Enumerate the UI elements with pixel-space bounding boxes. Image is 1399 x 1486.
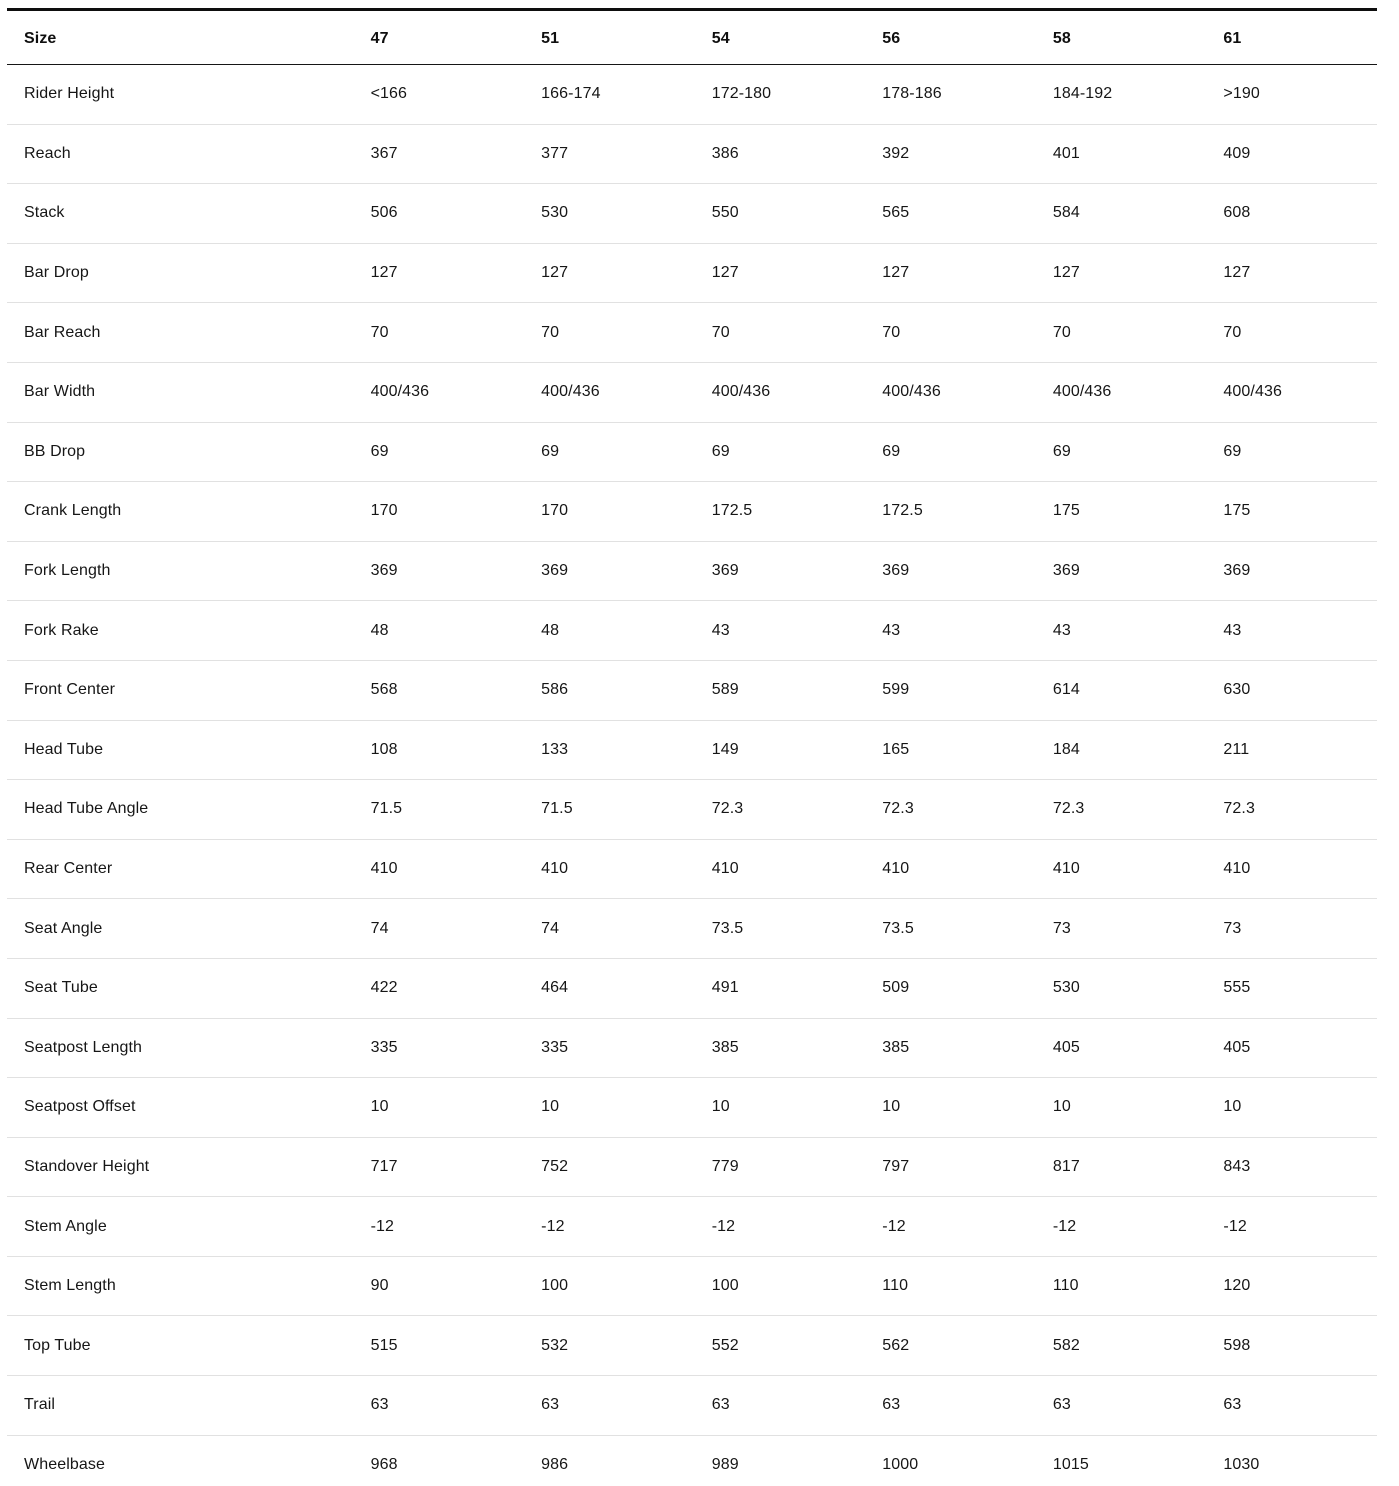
value-cell: 400/436 (524, 362, 695, 422)
value-cell: 127 (1036, 243, 1207, 303)
value-cell: 817 (1036, 1137, 1207, 1197)
row-label: Trail (7, 1376, 354, 1436)
value-cell: 385 (865, 1018, 1036, 1078)
column-header: 51 (524, 10, 695, 65)
value-cell: -12 (695, 1197, 866, 1257)
value-cell: 1030 (1206, 1435, 1377, 1486)
value-cell: <166 (354, 65, 525, 125)
value-cell: 178-186 (865, 65, 1036, 125)
table-row (7, 303, 1377, 363)
value-cell: 63 (865, 1376, 1036, 1436)
value-cell: 400/436 (1206, 362, 1377, 422)
value-cell: 165 (865, 720, 1036, 780)
value-cell: -12 (865, 1197, 1036, 1257)
value-cell: 989 (695, 1435, 866, 1486)
value-cell: 72.3 (695, 780, 866, 840)
row-label: Head Tube (7, 720, 354, 780)
value-cell: 110 (1036, 1256, 1207, 1316)
table-row (7, 1137, 1377, 1197)
value-cell: 10 (354, 1078, 525, 1138)
value-cell: 532 (524, 1316, 695, 1376)
value-cell: 584 (1036, 184, 1207, 244)
value-cell: 43 (1036, 601, 1207, 661)
table-row (7, 1197, 1377, 1257)
value-cell: 69 (1206, 422, 1377, 482)
value-cell: 400/436 (354, 362, 525, 422)
value-cell: 392 (865, 124, 1036, 184)
value-cell: 172.5 (695, 482, 866, 542)
value-cell: 73.5 (865, 899, 1036, 959)
value-cell: 10 (524, 1078, 695, 1138)
value-cell: 405 (1036, 1018, 1207, 1078)
value-cell: -12 (1206, 1197, 1377, 1257)
row-label: Seatpost Offset (7, 1078, 354, 1138)
value-cell: 90 (354, 1256, 525, 1316)
value-cell: 69 (524, 422, 695, 482)
value-cell: 630 (1206, 660, 1377, 720)
value-cell: 70 (524, 303, 695, 363)
value-cell: 73 (1036, 899, 1207, 959)
value-cell: 172-180 (695, 65, 866, 125)
value-cell: 74 (524, 899, 695, 959)
value-cell: 409 (1206, 124, 1377, 184)
value-cell: 509 (865, 958, 1036, 1018)
table-row (7, 839, 1377, 899)
value-cell: 63 (695, 1376, 866, 1436)
row-label: Fork Rake (7, 601, 354, 661)
value-cell: 968 (354, 1435, 525, 1486)
value-cell: 400/436 (695, 362, 866, 422)
table-row (7, 720, 1377, 780)
value-cell: 133 (524, 720, 695, 780)
value-cell: -12 (354, 1197, 525, 1257)
row-label: Standover Height (7, 1137, 354, 1197)
table-row (7, 422, 1377, 482)
value-cell: 10 (1036, 1078, 1207, 1138)
table-row (7, 1256, 1377, 1316)
row-label: Crank Length (7, 482, 354, 542)
value-cell: 48 (524, 601, 695, 661)
value-cell: 369 (865, 541, 1036, 601)
value-cell: 63 (524, 1376, 695, 1436)
table-row (7, 243, 1377, 303)
value-cell: 170 (524, 482, 695, 542)
table-row (7, 958, 1377, 1018)
row-label: Seatpost Length (7, 1018, 354, 1078)
table-row (7, 1078, 1377, 1138)
value-cell: 614 (1036, 660, 1207, 720)
value-cell: 369 (695, 541, 866, 601)
table-header (7, 10, 1377, 65)
value-cell: 184 (1036, 720, 1207, 780)
row-label: Bar Width (7, 362, 354, 422)
value-cell: 410 (695, 839, 866, 899)
value-cell: 369 (1036, 541, 1207, 601)
value-cell: 752 (524, 1137, 695, 1197)
value-cell: 70 (865, 303, 1036, 363)
row-label: Seat Angle (7, 899, 354, 959)
value-cell: 377 (524, 124, 695, 184)
value-cell: 110 (865, 1256, 1036, 1316)
table-row (7, 1018, 1377, 1078)
table-row (7, 780, 1377, 840)
table-row (7, 124, 1377, 184)
value-cell: 73 (1206, 899, 1377, 959)
table-row (7, 362, 1377, 422)
value-cell: 335 (354, 1018, 525, 1078)
value-cell: 589 (695, 660, 866, 720)
value-cell: 70 (1206, 303, 1377, 363)
value-cell: 175 (1206, 482, 1377, 542)
value-cell: 100 (524, 1256, 695, 1316)
value-cell: 506 (354, 184, 525, 244)
value-cell: 72.3 (865, 780, 1036, 840)
value-cell: 211 (1206, 720, 1377, 780)
value-cell: 410 (865, 839, 1036, 899)
value-cell: 717 (354, 1137, 525, 1197)
value-cell: 491 (695, 958, 866, 1018)
value-cell: 63 (1036, 1376, 1207, 1436)
value-cell: 385 (695, 1018, 866, 1078)
value-cell: 127 (524, 243, 695, 303)
value-cell: 400/436 (865, 362, 1036, 422)
value-cell: 70 (354, 303, 525, 363)
value-cell: 797 (865, 1137, 1036, 1197)
value-cell: 72.3 (1036, 780, 1207, 840)
value-cell: 69 (695, 422, 866, 482)
value-cell: 422 (354, 958, 525, 1018)
value-cell: 335 (524, 1018, 695, 1078)
value-cell: 410 (1036, 839, 1207, 899)
table-row (7, 1316, 1377, 1376)
value-cell: 1015 (1036, 1435, 1207, 1486)
column-header: 58 (1036, 10, 1207, 65)
header-row (7, 10, 1377, 65)
row-label: Fork Length (7, 541, 354, 601)
value-cell: 70 (1036, 303, 1207, 363)
value-cell: 63 (1206, 1376, 1377, 1436)
table-row (7, 899, 1377, 959)
value-cell: 515 (354, 1316, 525, 1376)
row-label: Wheelbase (7, 1435, 354, 1486)
row-label: Top Tube (7, 1316, 354, 1376)
table-row (7, 541, 1377, 601)
value-cell: 599 (865, 660, 1036, 720)
value-cell: 410 (1206, 839, 1377, 899)
value-cell: 74 (354, 899, 525, 959)
value-cell: 73.5 (695, 899, 866, 959)
value-cell: 405 (1206, 1018, 1377, 1078)
value-cell: 127 (354, 243, 525, 303)
value-cell: 43 (695, 601, 866, 661)
value-cell: 568 (354, 660, 525, 720)
value-cell: 100 (695, 1256, 866, 1316)
value-cell: 843 (1206, 1137, 1377, 1197)
value-cell: 175 (1036, 482, 1207, 542)
value-cell: 562 (865, 1316, 1036, 1376)
value-cell: 401 (1036, 124, 1207, 184)
value-cell: 63 (354, 1376, 525, 1436)
value-cell: 550 (695, 184, 866, 244)
value-cell: 410 (354, 839, 525, 899)
value-cell: 43 (1206, 601, 1377, 661)
value-cell: 530 (1036, 958, 1207, 1018)
table-row (7, 601, 1377, 661)
row-label: Stack (7, 184, 354, 244)
row-label: Stem Length (7, 1256, 354, 1316)
value-cell: 127 (1206, 243, 1377, 303)
row-label: Head Tube Angle (7, 780, 354, 840)
value-cell: 71.5 (524, 780, 695, 840)
value-cell: 108 (354, 720, 525, 780)
value-cell: 582 (1036, 1316, 1207, 1376)
table-row (7, 1435, 1377, 1486)
value-cell: 1000 (865, 1435, 1036, 1486)
row-label: Rider Height (7, 65, 354, 125)
value-cell: 70 (695, 303, 866, 363)
row-label: Seat Tube (7, 958, 354, 1018)
value-cell: 149 (695, 720, 866, 780)
value-cell: 552 (695, 1316, 866, 1376)
row-label: Bar Reach (7, 303, 354, 363)
value-cell: 386 (695, 124, 866, 184)
value-cell: 184-192 (1036, 65, 1207, 125)
column-header-size: Size (7, 10, 354, 65)
value-cell: 565 (865, 184, 1036, 244)
value-cell: 48 (354, 601, 525, 661)
row-label: Reach (7, 124, 354, 184)
table-body (7, 65, 1377, 1486)
value-cell: 69 (1036, 422, 1207, 482)
table-row (7, 482, 1377, 542)
value-cell: -12 (524, 1197, 695, 1257)
row-label: Front Center (7, 660, 354, 720)
value-cell: 172.5 (865, 482, 1036, 542)
row-label: Bar Drop (7, 243, 354, 303)
value-cell: 555 (1206, 958, 1377, 1018)
value-cell: 72.3 (1206, 780, 1377, 840)
value-cell: 986 (524, 1435, 695, 1486)
row-label: Rear Center (7, 839, 354, 899)
value-cell: 598 (1206, 1316, 1377, 1376)
table-row (7, 65, 1377, 125)
value-cell: 127 (695, 243, 866, 303)
value-cell: 127 (865, 243, 1036, 303)
value-cell: 120 (1206, 1256, 1377, 1316)
value-cell: -12 (1036, 1197, 1207, 1257)
column-header: 61 (1206, 10, 1377, 65)
value-cell: 530 (524, 184, 695, 244)
column-header: 56 (865, 10, 1036, 65)
table-row (7, 184, 1377, 244)
value-cell: 369 (1206, 541, 1377, 601)
geometry-table (7, 8, 1377, 1486)
value-cell: 71.5 (354, 780, 525, 840)
value-cell: 779 (695, 1137, 866, 1197)
value-cell: 69 (865, 422, 1036, 482)
value-cell: 367 (354, 124, 525, 184)
value-cell: 10 (865, 1078, 1036, 1138)
table-row (7, 660, 1377, 720)
value-cell: 464 (524, 958, 695, 1018)
value-cell: 586 (524, 660, 695, 720)
value-cell: 43 (865, 601, 1036, 661)
value-cell: 369 (354, 541, 525, 601)
value-cell: 369 (524, 541, 695, 601)
value-cell: >190 (1206, 65, 1377, 125)
value-cell: 400/436 (1036, 362, 1207, 422)
column-header: 54 (695, 10, 866, 65)
value-cell: 166-174 (524, 65, 695, 125)
row-label: Stem Angle (7, 1197, 354, 1257)
table-row (7, 1376, 1377, 1436)
value-cell: 170 (354, 482, 525, 542)
value-cell: 10 (695, 1078, 866, 1138)
value-cell: 69 (354, 422, 525, 482)
column-header: 47 (354, 10, 525, 65)
value-cell: 10 (1206, 1078, 1377, 1138)
value-cell: 410 (524, 839, 695, 899)
value-cell: 608 (1206, 184, 1377, 244)
row-label: BB Drop (7, 422, 354, 482)
